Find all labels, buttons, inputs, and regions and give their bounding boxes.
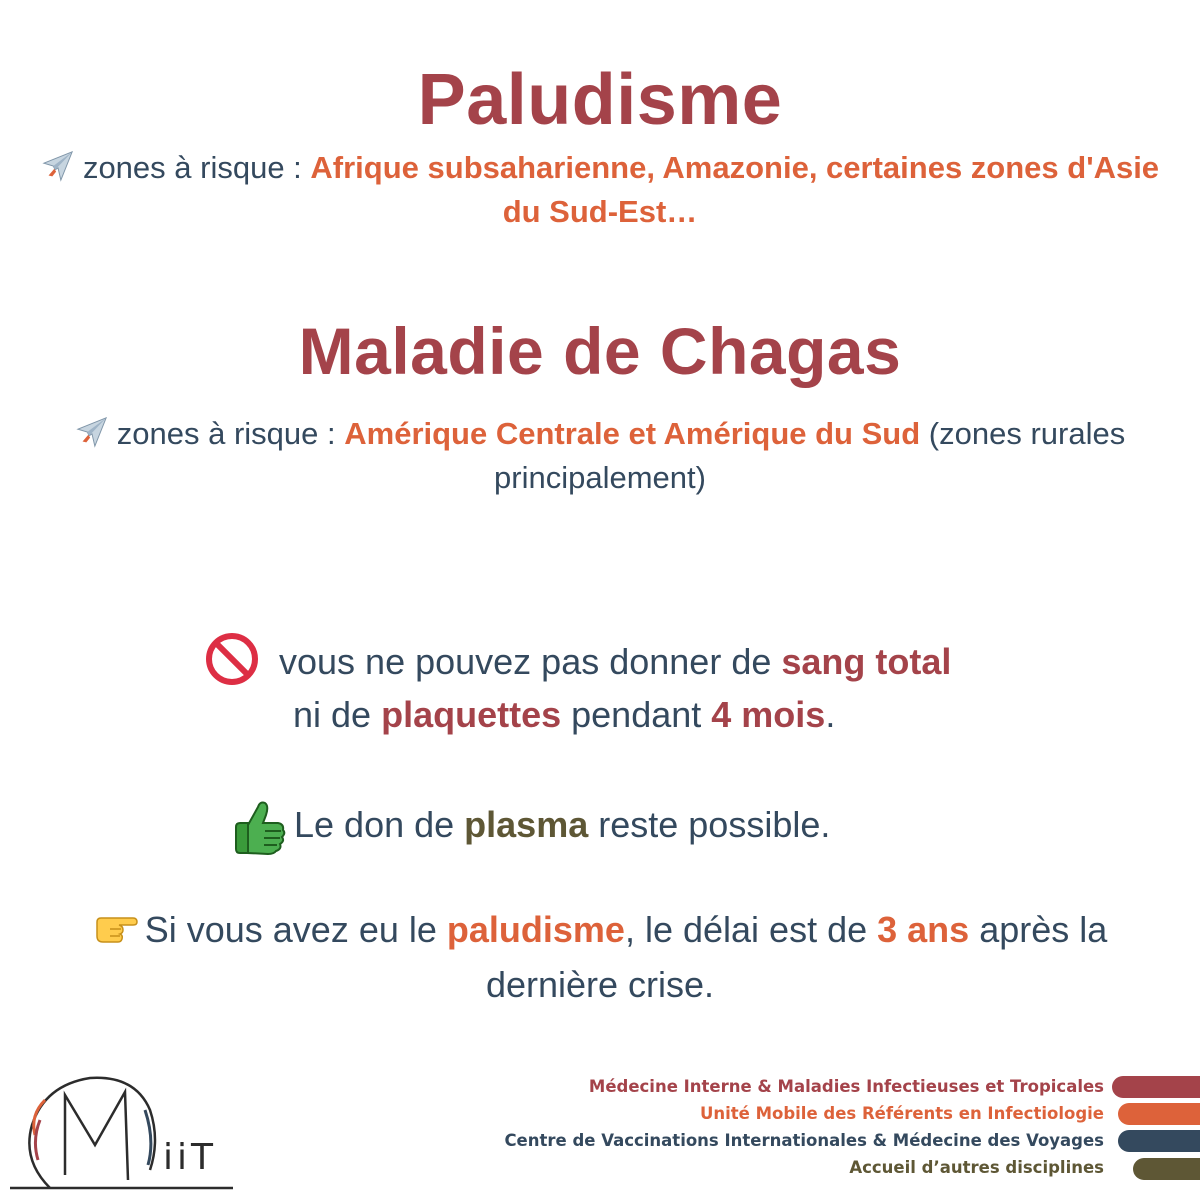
plasma-message	[230, 797, 830, 859]
zone-highlight: Afrique subsaharienne, Amazonie, certaines zones d'Asie du Sud-Est…	[310, 150, 1160, 229]
ban-text-1: vous ne pouvez pas donner de	[279, 641, 782, 682]
no-entry-icon	[205, 632, 259, 686]
footer-bar-olive	[1133, 1158, 1200, 1180]
zone-highlight: Amérique Centrale et Amérique du Sud	[344, 416, 921, 451]
palu-text-4: dernière crise.	[485, 964, 715, 1005]
footer-line-other-disciplines: Accueil d’autres disciplines	[849, 1158, 1104, 1177]
pointing-hand-icon	[93, 912, 139, 946]
footer-line-vaccination-center: Centre de Vaccinations Internationales & Médecine des Voyages	[504, 1131, 1104, 1150]
airplane-icon	[41, 149, 75, 183]
ban-text-2: ni de	[293, 694, 382, 735]
footer-line-mobile-unit: Unité Mobile des Référents en Infectiologie	[699, 1104, 1104, 1123]
paludisme-message-line2	[0, 957, 1200, 1012]
footer-bar-red	[1112, 1076, 1200, 1098]
plasma-highlight: plasma	[464, 804, 589, 845]
zone-suffix: (zones rurales principalement)	[494, 416, 1126, 495]
ban-text-3: pendant	[561, 694, 712, 735]
zone-chagas	[20, 412, 1180, 500]
ban-highlight-2: plaquettes	[381, 694, 562, 735]
footer-bar-navy	[1118, 1130, 1200, 1152]
airplane-icon	[75, 415, 109, 449]
ban-message-line1	[205, 632, 951, 689]
thumbs-up-icon	[230, 797, 288, 859]
paludisme-message-line1	[0, 902, 1200, 957]
palu-highlight-2: 3 ans	[877, 909, 970, 950]
palu-highlight-1: paludisme	[446, 909, 625, 950]
zone-label: zones à risque :	[82, 150, 311, 185]
plasma-text-2: reste possible.	[588, 804, 831, 845]
ban-text-4: .	[825, 694, 836, 735]
title-chagas: Maladie de Chagas	[298, 314, 902, 388]
logo-text: iiT	[163, 1137, 217, 1178]
title-paludisme: Paludisme	[417, 60, 783, 140]
palu-text-2: , le délai est de	[624, 909, 878, 950]
ban-highlight-3: 4 mois	[711, 694, 826, 735]
zone-label: zones à risque :	[116, 416, 345, 451]
ban-message-line2	[293, 687, 835, 742]
palu-text-1: Si vous avez eu le	[144, 909, 447, 950]
zone-paludisme	[20, 146, 1180, 234]
palu-text-3: après la	[969, 909, 1108, 950]
ban-highlight-1: sang total	[781, 641, 952, 682]
plasma-text-1: Le don de	[294, 804, 465, 845]
footer-line-internal-medicine: Médecine Interne & Maladies Infectieuses et Tropicales	[588, 1077, 1104, 1096]
footer-bar-orange	[1118, 1103, 1200, 1125]
